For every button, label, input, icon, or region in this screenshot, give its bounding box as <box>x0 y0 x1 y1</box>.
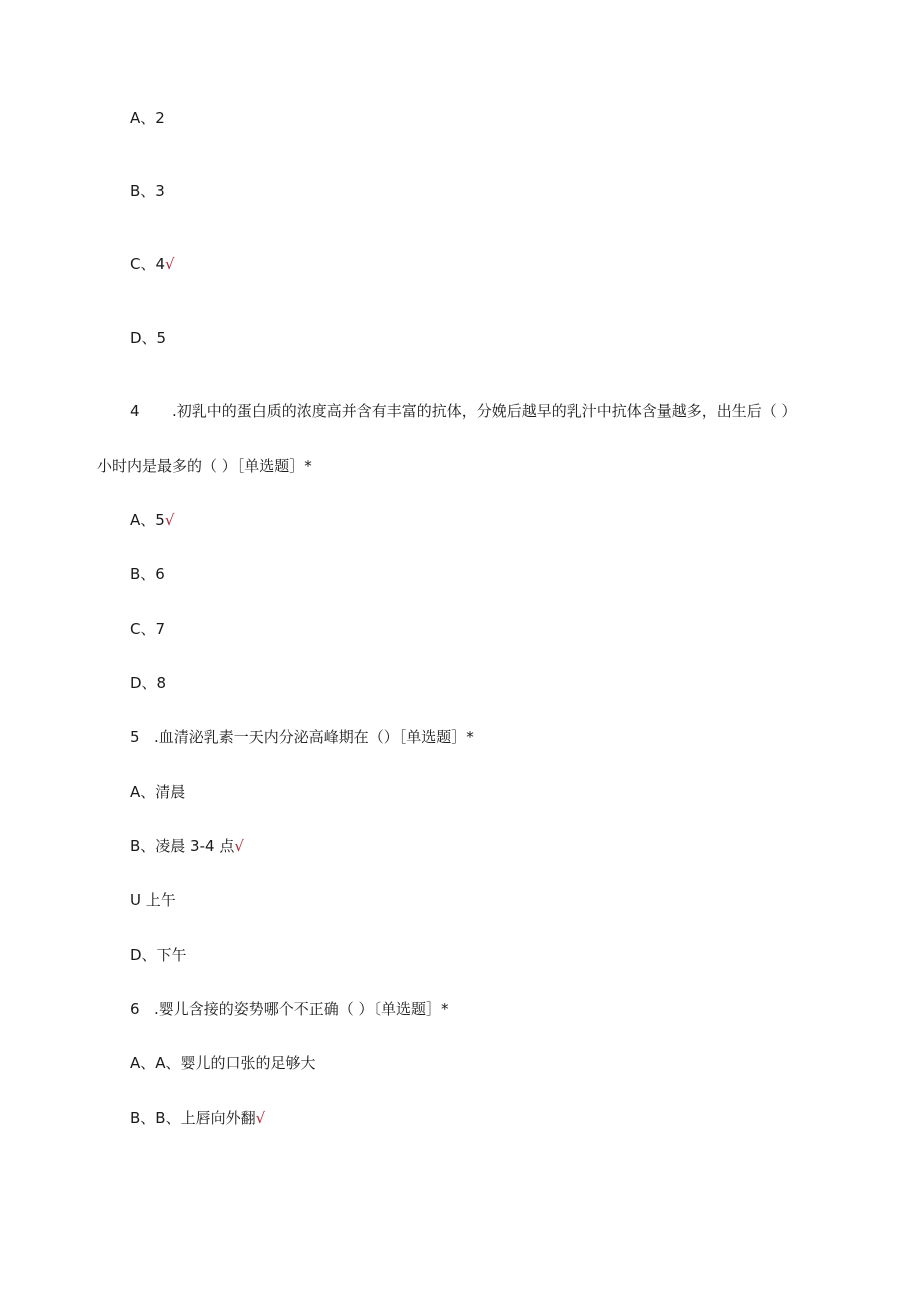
q4-option-b <box>130 564 165 584</box>
q3-option-d <box>130 328 166 348</box>
q3-option-a <box>130 108 165 128</box>
correct-check-mark: √ <box>234 837 244 855</box>
option-label: A、清晨 <box>130 783 186 801</box>
q5-option-c <box>130 890 176 910</box>
q4-text-line2: 小时内是最多的（ ）［单选题］* <box>97 457 312 475</box>
q5-number: 5 <box>130 728 140 746</box>
q4-text-line1: .初乳中的蛋白质的浓度高并含有丰富的抗体，分娩后越早的乳汁中抗体含量越多，出生后（ ） <box>172 402 797 420</box>
q6-text: .婴儿含接的姿势哪个不正确（ ）〔单选题］* <box>154 1000 449 1018</box>
q5-option-b <box>130 836 244 856</box>
q3-option-c <box>130 254 175 274</box>
q4-number: 4 <box>130 402 140 420</box>
option-label: D、8 <box>130 674 167 692</box>
q5-option-d <box>130 945 187 965</box>
option-label: A、A、婴儿的口张的足够大 <box>130 1054 316 1072</box>
correct-check-mark: √ <box>255 1109 266 1127</box>
q5-option-a <box>130 782 185 802</box>
q3-option-b <box>130 181 165 201</box>
q6-number: 6 <box>130 1000 140 1018</box>
option-label: B、B、上唇向外翻 <box>130 1109 256 1127</box>
option-label: D、下午 <box>130 946 187 964</box>
q6-option-a <box>130 1053 316 1073</box>
option-label: U 上午 <box>130 891 176 909</box>
q5-text: .血清泌乳素一天内分泌高峰期在（）［单选题］* <box>154 728 474 746</box>
option-label: B、6 <box>130 565 165 583</box>
correct-check-mark: √ <box>165 255 175 273</box>
correct-check-mark: √ <box>164 511 175 529</box>
option-label: B、3 <box>130 182 165 200</box>
q4-option-c <box>130 619 165 639</box>
option-label: C、7 <box>130 620 166 638</box>
option-label: A、2 <box>130 109 165 127</box>
option-label: B、凌晨 3-4 点 <box>130 837 235 855</box>
q6-option-b <box>130 1108 265 1128</box>
option-label: A、5 <box>130 511 165 529</box>
q4-option-a <box>130 510 174 530</box>
option-label: C、4 <box>130 255 166 273</box>
option-label: D、5 <box>130 329 167 347</box>
q4-option-d <box>130 673 166 693</box>
